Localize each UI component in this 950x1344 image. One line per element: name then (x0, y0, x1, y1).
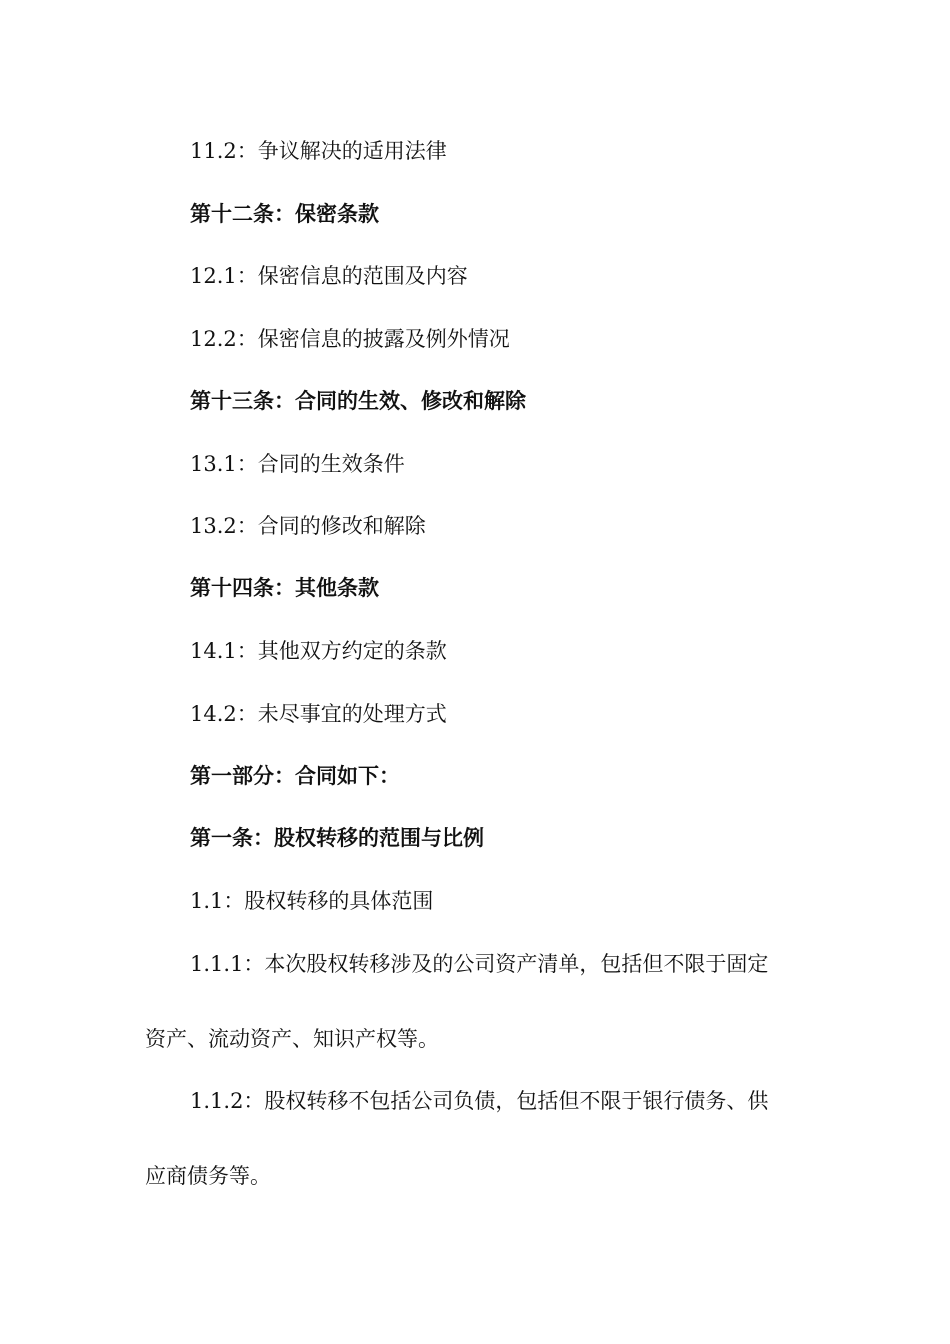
clause-12-1: 12.1：保密信息的范围及内容 (190, 264, 468, 288)
clause-1-1-1-line-1: 1.1.1：本次股权转移涉及的公司资产清单，包括但不限于固定 (190, 952, 769, 976)
article-13-heading: 第十三条：合同的生效、修改和解除 (190, 388, 526, 413)
clause-11-2: 11.2：争议解决的适用法律 (190, 139, 447, 163)
article-1-heading: 第一条：股权转移的范围与比例 (190, 825, 484, 850)
clause-1-1: 1.1：股权转移的具体范围 (190, 889, 434, 913)
article-12-heading: 第十二条：保密条款 (190, 201, 379, 226)
clause-12-2: 12.2：保密信息的披露及例外情况 (190, 327, 510, 351)
clause-13-1: 13.1：合同的生效条件 (190, 452, 405, 476)
part-1-heading: 第一部分：合同如下： (190, 763, 400, 788)
clause-1-1-2-line-2: 应商债务等。 (145, 1164, 271, 1188)
clause-13-2: 13.2：合同的修改和解除 (190, 514, 426, 538)
clause-14-2: 14.2：未尽事宜的处理方式 (190, 702, 447, 726)
article-14-heading: 第十四条：其他条款 (190, 575, 379, 600)
clause-1-1-1-line-2: 资产、流动资产、知识产权等。 (145, 1027, 439, 1051)
clause-1-1-2-line-1: 1.1.2：股权转移不包括公司负债，包括但不限于银行债务、供 (190, 1089, 769, 1113)
clause-14-1: 14.1：其他双方约定的条款 (190, 639, 447, 663)
